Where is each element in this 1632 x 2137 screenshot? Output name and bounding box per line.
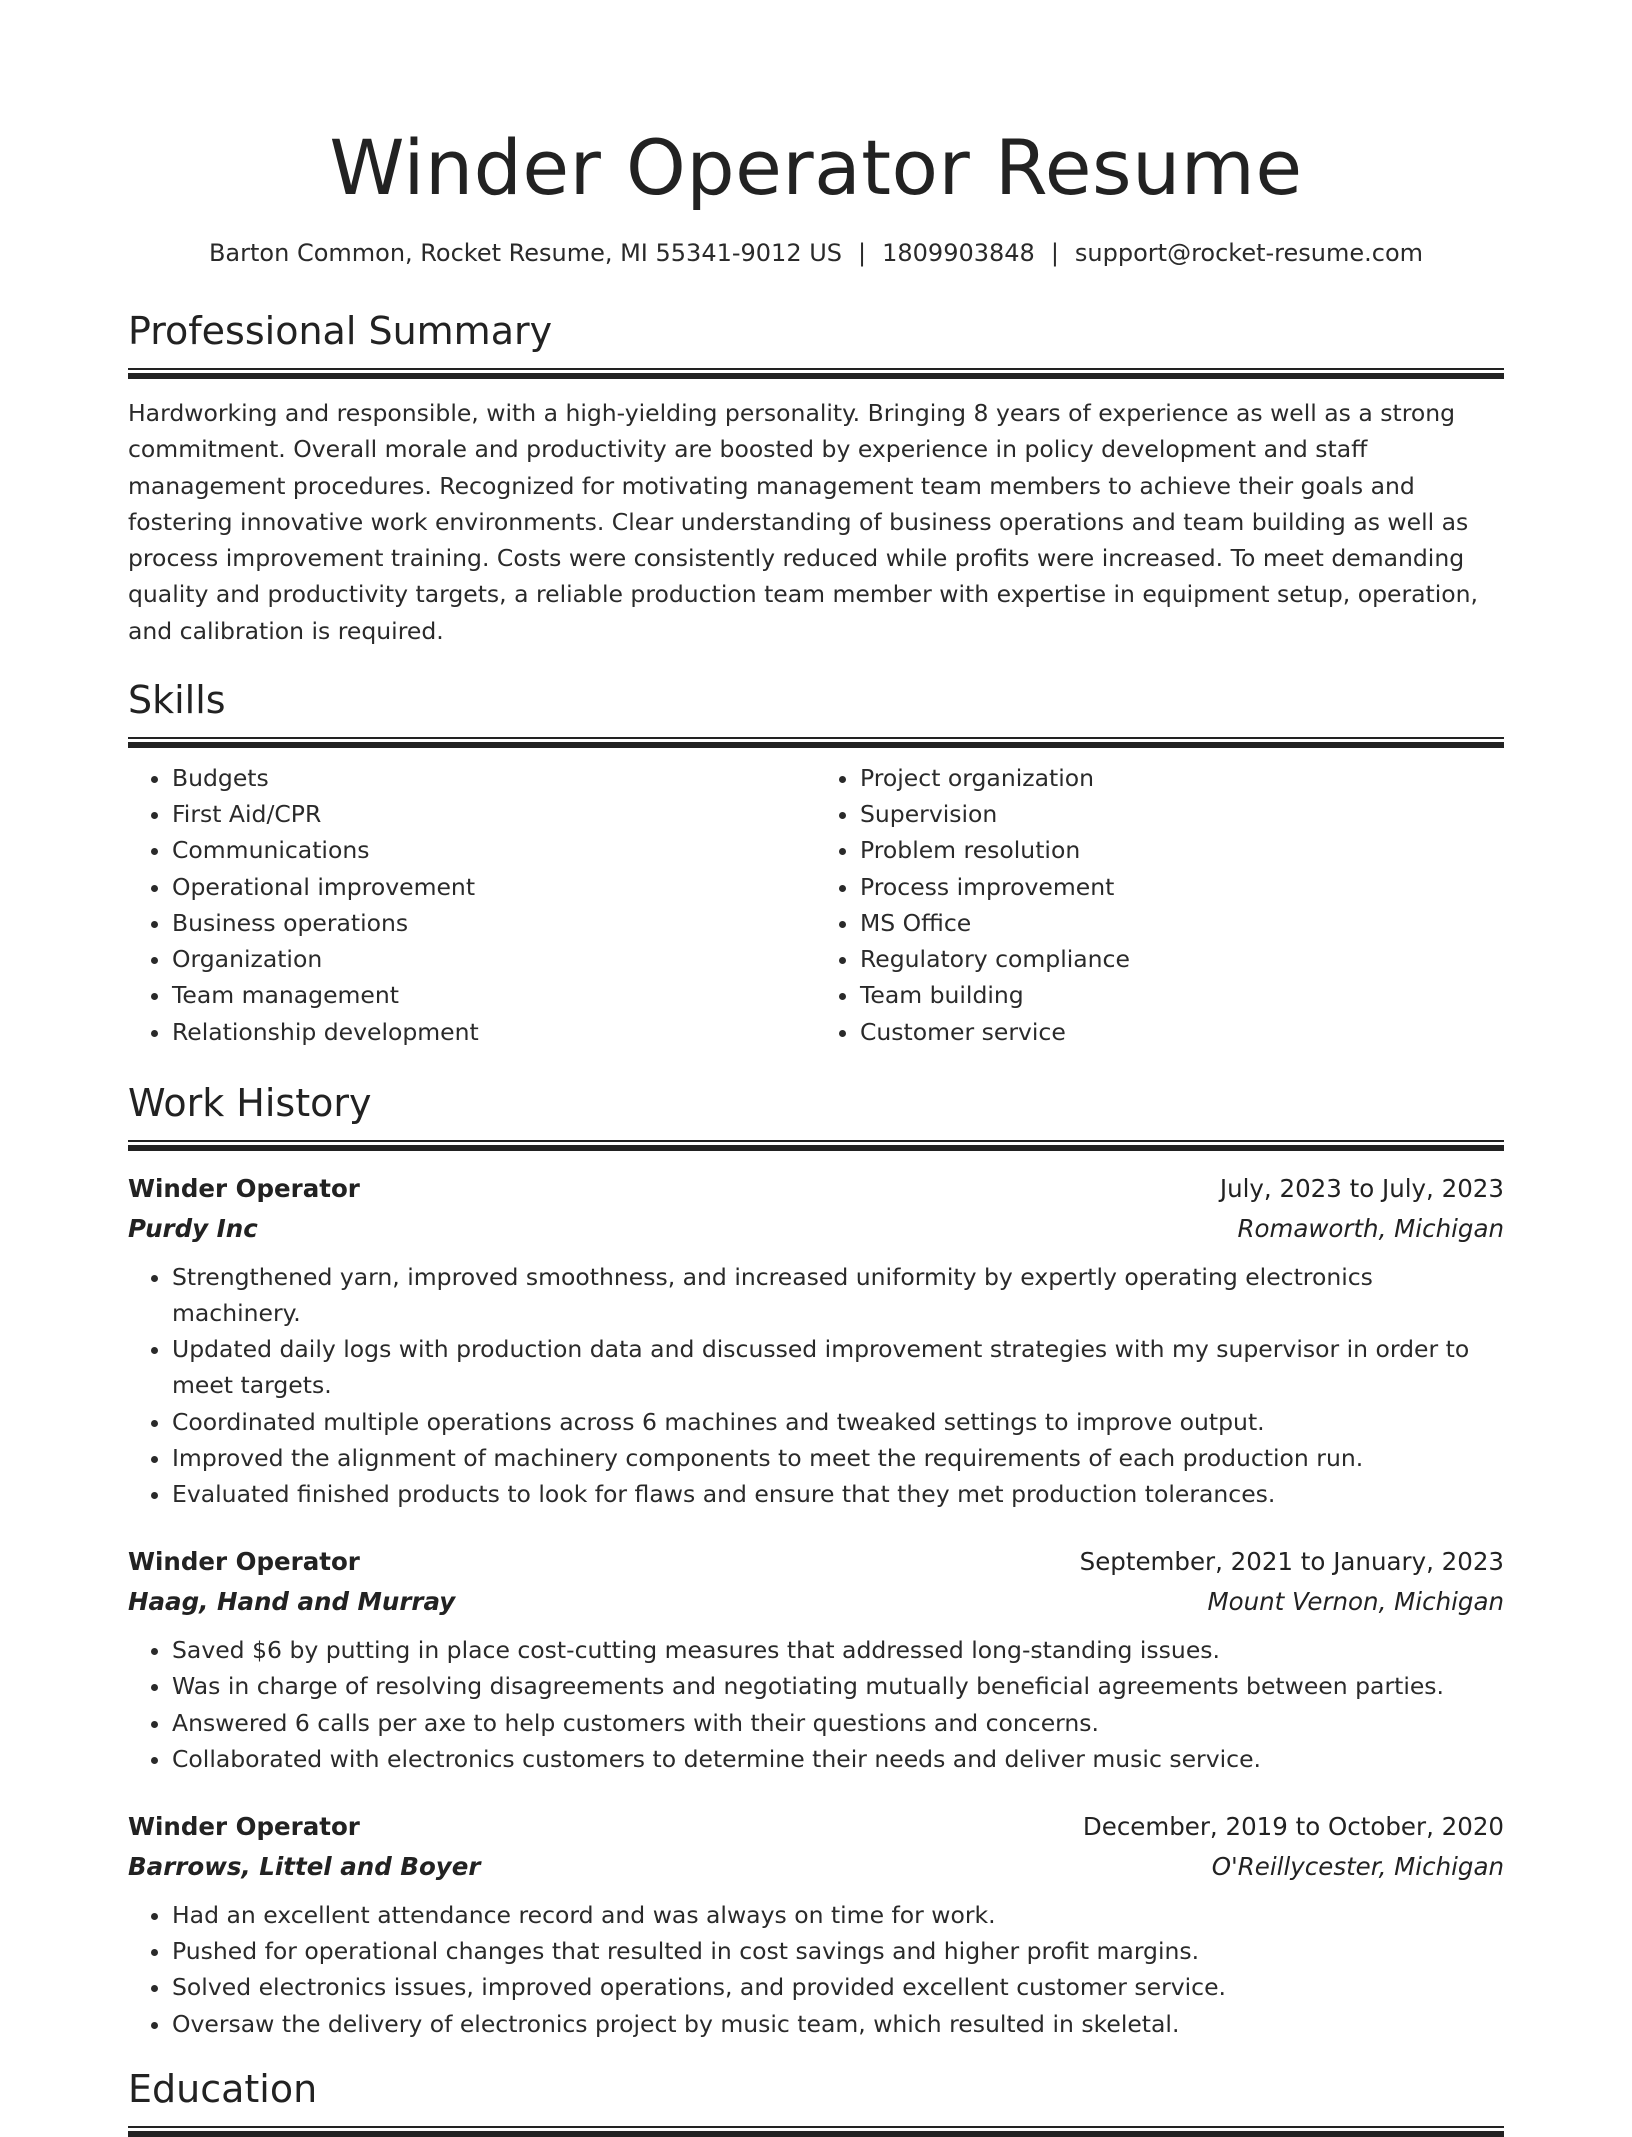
job-bullets bbox=[128, 1897, 1504, 2042]
skill-item: • Budgets bbox=[172, 760, 816, 796]
job-bullet: • Strengthened yarn, improved smoothness, and increased uniformity by expertly operating electronics machinery. bbox=[172, 1259, 1504, 1331]
section-title-summary: Professional Summary bbox=[128, 309, 553, 353]
skill-item: • Team building bbox=[860, 977, 1504, 1013]
job-title: Winder Operator bbox=[128, 1173, 360, 1203]
resume-title: Winder Operator Resume bbox=[329, 123, 1303, 212]
job-entry bbox=[128, 1542, 1504, 1777]
section-title-work-history: Work History bbox=[128, 1080, 372, 1125]
job-bullet: • Was in charge of resolving disagreements and negotiating mutually beneficial agreements between parties. bbox=[172, 1668, 1504, 1704]
section-title-skills: Skills bbox=[128, 678, 226, 723]
job-company: Purdy Inc bbox=[128, 1213, 258, 1243]
skills-list bbox=[128, 760, 1504, 1050]
job-bullets bbox=[128, 1259, 1504, 1512]
job-dates: July, 2023 to July, 2023 bbox=[1219, 1173, 1504, 1203]
job-entry bbox=[128, 1807, 1504, 2042]
contact-email: support@rocket-resume.com bbox=[1074, 239, 1424, 267]
job-subheader bbox=[128, 1582, 1504, 1622]
job-bullets bbox=[128, 1632, 1504, 1777]
skill-item: • Supervision bbox=[860, 796, 1504, 832]
job-header bbox=[128, 1169, 1504, 1209]
job-entry bbox=[128, 1169, 1504, 1512]
job-bullet: • Pushed for operational changes that resulted in cost savings and higher profit margins. bbox=[172, 1933, 1504, 1969]
skill-item: • Relationship development bbox=[172, 1014, 816, 1050]
skills-column-left bbox=[128, 760, 816, 1050]
job-location: O'Reillycester, Michigan bbox=[1211, 1851, 1504, 1881]
job-bullet: • Updated daily logs with production data and discussed improvement strategies with my supervisor in order to meet targets. bbox=[172, 1331, 1504, 1403]
contact-separator: | bbox=[1050, 239, 1059, 267]
skill-item: • Communications bbox=[172, 832, 816, 868]
contact-separator: | bbox=[858, 239, 867, 267]
job-title: Winder Operator bbox=[128, 1547, 360, 1577]
job-subheader bbox=[128, 1847, 1504, 1887]
skill-item: • Organization bbox=[172, 941, 816, 977]
job-dates: September, 2021 to January, 2023 bbox=[1079, 1547, 1504, 1577]
job-location: Romaworth, Michigan bbox=[1237, 1213, 1504, 1243]
skills-column-right bbox=[816, 760, 1504, 1050]
job-bullet: • Evaluated finished products to look for flaws and ensure that they met production tolerances. bbox=[172, 1476, 1504, 1512]
job-header bbox=[128, 1807, 1504, 1847]
skill-item: • Process improvement bbox=[860, 869, 1504, 905]
skill-item: • Team management bbox=[172, 977, 816, 1013]
job-company: Barrows, Littel and Boyer bbox=[128, 1851, 481, 1881]
job-bullet: • Improved the alignment of machinery components to meet the requirements of each production run. bbox=[172, 1440, 1504, 1476]
skill-item: • Customer service bbox=[860, 1014, 1504, 1050]
skill-item: • Problem resolution bbox=[860, 832, 1504, 868]
contact-line bbox=[128, 236, 1504, 270]
section-divider bbox=[128, 368, 1504, 379]
summary-text: Hardworking and responsible, with a high-yielding personality. Bringing 8 years of experience as well as a strong commitment. Overall morale and productivity are boosted by experience in policy development and staff management procedures. Recognized for motivating management team members to achieve their goals and fostering innovative work environments. Clear understanding of business operations and team building as well as process improvement training. Costs were consistently reduced while profits were increased. To meet demanding quality and productivity targets, a reliable production team member with expertise in equipment setup, operation, and calibration is required. bbox=[128, 399, 1478, 645]
section-title-education: Education bbox=[128, 2066, 318, 2111]
skill-item: • MS Office bbox=[860, 905, 1504, 941]
job-bullet: • Saved $6 by putting in place cost-cutting measures that addressed long-standing issues. bbox=[172, 1632, 1504, 1668]
contact-address: Barton Common, Rocket Resume, MI 55341-9012 US bbox=[208, 239, 843, 267]
job-bullet: • Had an excellent attendance record and was always on time for work. bbox=[172, 1897, 1504, 1933]
job-dates: December, 2019 to October, 2020 bbox=[1082, 1811, 1504, 1841]
job-header bbox=[128, 1542, 1504, 1582]
skill-item: • Regulatory compliance bbox=[860, 941, 1504, 977]
skill-item: • Operational improvement bbox=[172, 869, 816, 905]
job-bullet: • Collaborated with electronics customers to determine their needs and deliver music service. bbox=[172, 1741, 1504, 1777]
job-bullet: • Answered 6 calls per axe to help customers with their questions and concerns. bbox=[172, 1705, 1504, 1741]
job-bullet: • Coordinated multiple operations across 6 machines and tweaked settings to improve output. bbox=[172, 1404, 1504, 1440]
job-location: Mount Vernon, Michigan bbox=[1207, 1587, 1504, 1617]
job-company: Haag, Hand and Murray bbox=[128, 1587, 456, 1617]
job-title: Winder Operator bbox=[128, 1811, 360, 1841]
job-subheader bbox=[128, 1209, 1504, 1249]
skill-item: • First Aid/CPR bbox=[172, 796, 816, 832]
section-divider bbox=[128, 1140, 1504, 1151]
skill-item: • Business operations bbox=[172, 905, 816, 941]
section-divider bbox=[128, 737, 1504, 748]
skill-item: • Project organization bbox=[860, 760, 1504, 796]
section-divider bbox=[128, 2126, 1504, 2137]
job-bullet: • Solved electronics issues, improved operations, and provided excellent customer service. bbox=[172, 1969, 1504, 2005]
job-bullet: • Oversaw the delivery of electronics project by music team, which resulted in skeletal. bbox=[172, 2006, 1504, 2042]
contact-phone: 1809903848 bbox=[882, 239, 1035, 267]
